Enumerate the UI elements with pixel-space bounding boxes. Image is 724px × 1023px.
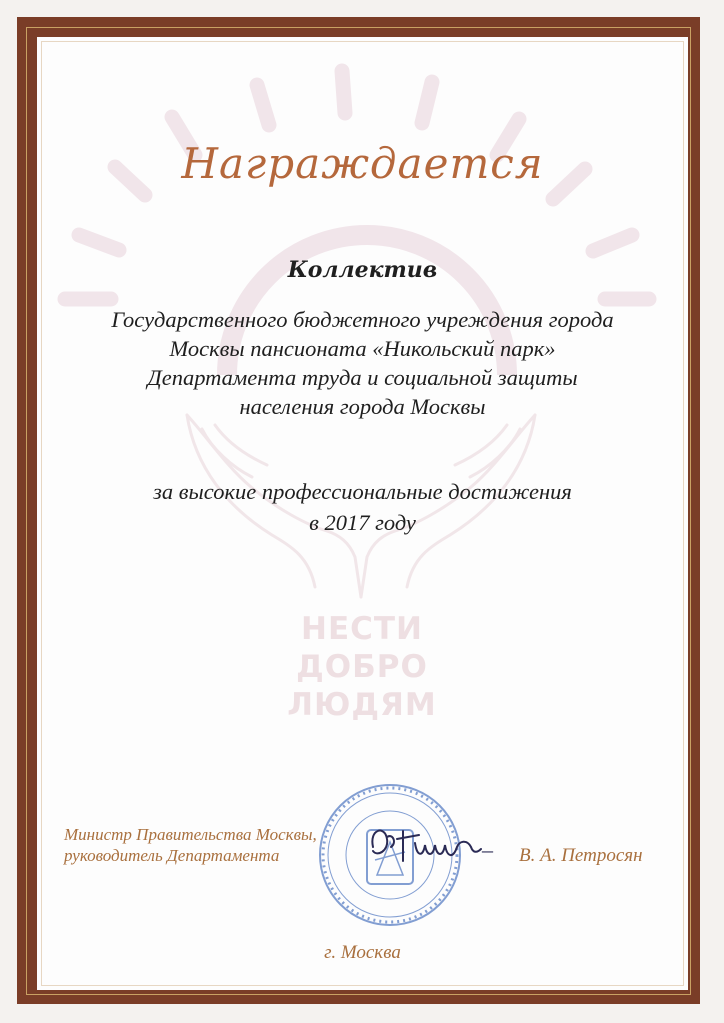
signatory-title-line: руководитель Департамента [64,846,280,865]
certificate-sheet [37,37,688,990]
signatory-title-line: Министр Правительства Москвы, [64,825,317,844]
city-label: г. Москва [324,942,401,963]
signature-dash: – [482,837,493,862]
award-reason [57,476,668,538]
slogan [232,610,492,724]
slogan-line: ДОБРО [296,649,428,685]
signatory-title [64,824,317,866]
organization-line: Государственного бюджетного учреждения города [111,307,614,332]
organization-line: Департамента труда и социальной защиты [147,365,578,390]
reason-line: в 2017 году [309,510,416,535]
recipient-label: Коллектив [287,257,438,283]
slogan-line: ЛЮДЯМ [287,687,437,723]
award-heading: Награждается [181,139,544,188]
slogan-line: НЕСТИ [301,611,423,647]
reason-line: за высокие профессиональные достижения [153,479,572,504]
signatory-name: В. А. Петросян [519,845,643,866]
organization-name [57,305,668,421]
organization-line: Москвы пансионата «Никольский парк» [169,336,556,361]
handwritten-signature-icon [363,817,483,877]
organization-line: населения города Москвы [239,394,486,419]
